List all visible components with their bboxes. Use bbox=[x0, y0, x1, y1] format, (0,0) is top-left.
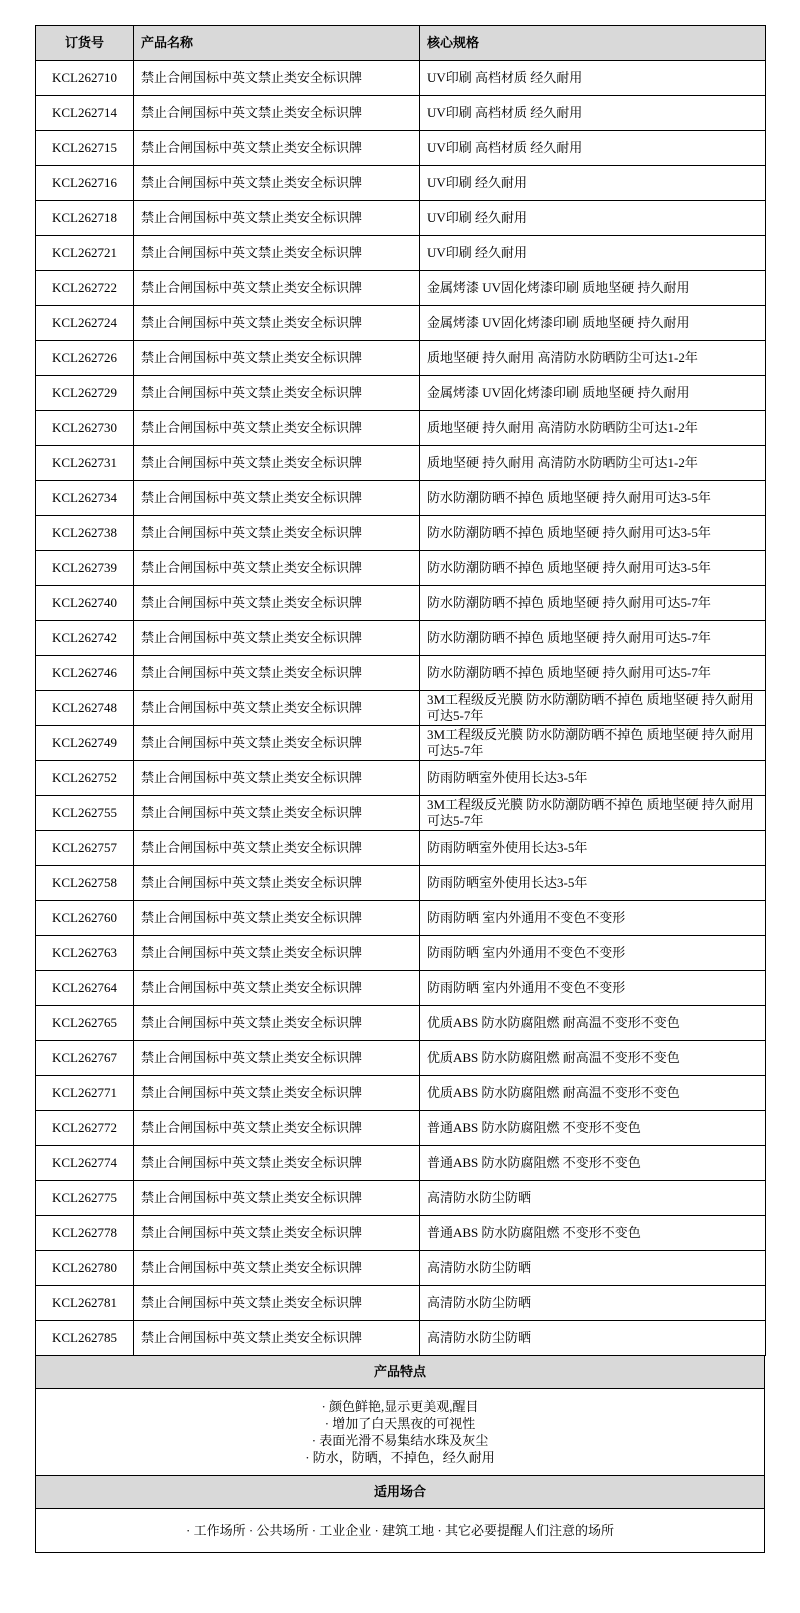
order-no-cell: KCL262738 bbox=[36, 516, 134, 551]
table-row bbox=[36, 446, 766, 481]
order-no-cell: KCL262764 bbox=[36, 971, 134, 1006]
spec-cell: 防水防潮防晒不掉色 质地坚硬 持久耐用可达3-5年 bbox=[420, 551, 766, 586]
spec-cell: 高清防水防尘防晒 bbox=[420, 1251, 766, 1286]
features-list bbox=[35, 1388, 765, 1476]
table-row bbox=[36, 551, 766, 586]
table-row bbox=[36, 1076, 766, 1111]
spec-cell: 质地坚硬 持久耐用 高清防水防晒防尘可达1-2年 bbox=[420, 411, 766, 446]
spec-cell: 金属烤漆 UV固化烤漆印刷 质地坚硬 持久耐用 bbox=[420, 271, 766, 306]
product-name-cell: 禁止合闸国标中英文禁止类安全标识牌 bbox=[134, 971, 420, 1006]
order-no-cell: KCL262758 bbox=[36, 866, 134, 901]
product-name-cell: 禁止合闸国标中英文禁止类安全标识牌 bbox=[134, 831, 420, 866]
spec-cell: 防雨防晒 室内外通用不变色不变形 bbox=[420, 901, 766, 936]
spec-cell: 防雨防晒 室内外通用不变色不变形 bbox=[420, 936, 766, 971]
order-no-cell: KCL262771 bbox=[36, 1076, 134, 1111]
order-no-cell: KCL262739 bbox=[36, 551, 134, 586]
table-row bbox=[36, 831, 766, 866]
product-name-cell: 禁止合闸国标中英文禁止类安全标识牌 bbox=[134, 586, 420, 621]
table-row bbox=[36, 1111, 766, 1146]
spec-cell: 防水防潮防晒不掉色 质地坚硬 持久耐用可达3-5年 bbox=[420, 516, 766, 551]
order-no-cell: KCL262767 bbox=[36, 1041, 134, 1076]
product-name-cell: 禁止合闸国标中英文禁止类安全标识牌 bbox=[134, 1146, 420, 1181]
product-name-cell: 禁止合闸国标中英文禁止类安全标识牌 bbox=[134, 551, 420, 586]
order-no-cell: KCL262722 bbox=[36, 271, 134, 306]
spec-cell: 防水防潮防晒不掉色 质地坚硬 持久耐用可达5-7年 bbox=[420, 656, 766, 691]
spec-cell: UV印刷 高档材质 经久耐用 bbox=[420, 96, 766, 131]
table-row bbox=[36, 411, 766, 446]
table-row bbox=[36, 1146, 766, 1181]
column-header-core-spec: 核心规格 bbox=[420, 26, 766, 61]
spec-cell: 3M工程级反光膜 防水防潮防晒不掉色 质地坚硬 持久耐用可达5-7年 bbox=[420, 691, 766, 726]
order-no-cell: KCL262730 bbox=[36, 411, 134, 446]
spec-cell: 质地坚硬 持久耐用 高清防水防晒防尘可达1-2年 bbox=[420, 446, 766, 481]
order-no-cell: KCL262781 bbox=[36, 1286, 134, 1321]
spec-cell: 防雨防晒室外使用长达3-5年 bbox=[420, 831, 766, 866]
product-name-cell: 禁止合闸国标中英文禁止类安全标识牌 bbox=[134, 726, 420, 761]
order-no-cell: KCL262763 bbox=[36, 936, 134, 971]
table-row bbox=[36, 726, 766, 761]
order-no-cell: KCL262748 bbox=[36, 691, 134, 726]
table-row bbox=[36, 1181, 766, 1216]
order-no-cell: KCL262726 bbox=[36, 341, 134, 376]
product-name-cell: 禁止合闸国标中英文禁止类安全标识牌 bbox=[134, 866, 420, 901]
spec-cell: 优质ABS 防水防腐阻燃 耐高温不变形不变色 bbox=[420, 1006, 766, 1041]
spec-cell: 优质ABS 防水防腐阻燃 耐高温不变形不变色 bbox=[420, 1041, 766, 1076]
product-name-cell: 禁止合闸国标中英文禁止类安全标识牌 bbox=[134, 1006, 420, 1041]
table-row bbox=[36, 936, 766, 971]
product-name-cell: 禁止合闸国标中英文禁止类安全标识牌 bbox=[134, 656, 420, 691]
product-name-cell: 禁止合闸国标中英文禁止类安全标识牌 bbox=[134, 1286, 420, 1321]
spec-cell: 普通ABS 防水防腐阻燃 不变形不变色 bbox=[420, 1146, 766, 1181]
feature-item: · 表面光滑不易集结水珠及灰尘 bbox=[311, 1433, 489, 1448]
order-no-cell: KCL262778 bbox=[36, 1216, 134, 1251]
table-row bbox=[36, 96, 766, 131]
spec-cell: 高清防水防尘防晒 bbox=[420, 1321, 766, 1356]
table-row bbox=[36, 1251, 766, 1286]
occasions-text: · 工作场所 · 公共场所 · 工业企业 · 建筑工地 · 其它必要提醒人们注意的场所 bbox=[35, 1508, 765, 1553]
product-name-cell: 禁止合闸国标中英文禁止类安全标识牌 bbox=[134, 201, 420, 236]
product-name-cell: 禁止合闸国标中英文禁止类安全标识牌 bbox=[134, 446, 420, 481]
spec-cell: 优质ABS 防水防腐阻燃 耐高温不变形不变色 bbox=[420, 1076, 766, 1111]
product-name-cell: 禁止合闸国标中英文禁止类安全标识牌 bbox=[134, 1111, 420, 1146]
table-row bbox=[36, 341, 766, 376]
product-name-cell: 禁止合闸国标中英文禁止类安全标识牌 bbox=[134, 1251, 420, 1286]
order-no-cell: KCL262715 bbox=[36, 131, 134, 166]
order-no-cell: KCL262755 bbox=[36, 796, 134, 831]
order-no-cell: KCL262714 bbox=[36, 96, 134, 131]
product-name-cell: 禁止合闸国标中英文禁止类安全标识牌 bbox=[134, 376, 420, 411]
column-header-order-no: 订货号 bbox=[36, 26, 134, 61]
spec-cell: 防雨防晒室外使用长达3-5年 bbox=[420, 866, 766, 901]
order-no-cell: KCL262734 bbox=[36, 481, 134, 516]
product-name-cell: 禁止合闸国标中英文禁止类安全标识牌 bbox=[134, 481, 420, 516]
table-row bbox=[36, 691, 766, 726]
order-no-cell: KCL262775 bbox=[36, 1181, 134, 1216]
feature-item: · 增加了白天黑夜的可视性 bbox=[324, 1416, 476, 1431]
table-row bbox=[36, 61, 766, 96]
spec-cell: 质地坚硬 持久耐用 高清防水防晒防尘可达1-2年 bbox=[420, 341, 766, 376]
spec-cell: 普通ABS 防水防腐阻燃 不变形不变色 bbox=[420, 1111, 766, 1146]
feature-item: · 颜色鲜艳,显示更美观,醒目 bbox=[321, 1399, 479, 1414]
spec-cell: UV印刷 经久耐用 bbox=[420, 166, 766, 201]
features-section-header bbox=[35, 1355, 765, 1389]
product-name-cell: 禁止合闸国标中英文禁止类安全标识牌 bbox=[134, 621, 420, 656]
product-name-cell: 禁止合闸国标中英文禁止类安全标识牌 bbox=[134, 796, 420, 831]
table-row bbox=[36, 1006, 766, 1041]
spec-cell: UV印刷 经久耐用 bbox=[420, 201, 766, 236]
product-name-cell: 禁止合闸国标中英文禁止类安全标识牌 bbox=[134, 901, 420, 936]
order-no-cell: KCL262716 bbox=[36, 166, 134, 201]
spec-cell: UV印刷 经久耐用 bbox=[420, 236, 766, 271]
table-header-row bbox=[36, 26, 766, 61]
product-spec-table bbox=[35, 25, 766, 1356]
table-row bbox=[36, 901, 766, 936]
table-row bbox=[36, 516, 766, 551]
table-row bbox=[36, 166, 766, 201]
features-section-title: 产品特点 bbox=[373, 1364, 426, 1379]
order-no-cell: KCL262721 bbox=[36, 236, 134, 271]
product-name-cell: 禁止合闸国标中英文禁止类安全标识牌 bbox=[134, 691, 420, 726]
spec-cell: 普通ABS 防水防腐阻燃 不变形不变色 bbox=[420, 1216, 766, 1251]
order-no-cell: KCL262780 bbox=[36, 1251, 134, 1286]
order-no-cell: KCL262729 bbox=[36, 376, 134, 411]
product-name-cell: 禁止合闸国标中英文禁止类安全标识牌 bbox=[134, 1321, 420, 1356]
order-no-cell: KCL262724 bbox=[36, 306, 134, 341]
spec-cell: 防水防潮防晒不掉色 质地坚硬 持久耐用可达3-5年 bbox=[420, 481, 766, 516]
order-no-cell: KCL262718 bbox=[36, 201, 134, 236]
order-no-cell: KCL262731 bbox=[36, 446, 134, 481]
table-row bbox=[36, 971, 766, 1006]
order-no-cell: KCL262760 bbox=[36, 901, 134, 936]
spec-cell: 3M工程级反光膜 防水防潮防晒不掉色 质地坚硬 持久耐用可达5-7年 bbox=[420, 726, 766, 761]
spec-cell: 防水防潮防晒不掉色 质地坚硬 持久耐用可达5-7年 bbox=[420, 586, 766, 621]
product-name-cell: 禁止合闸国标中英文禁止类安全标识牌 bbox=[134, 1076, 420, 1111]
table-row bbox=[36, 586, 766, 621]
product-name-cell: 禁止合闸国标中英文禁止类安全标识牌 bbox=[134, 306, 420, 341]
table-row bbox=[36, 376, 766, 411]
order-no-cell: KCL262710 bbox=[36, 61, 134, 96]
spec-cell: 防雨防晒 室内外通用不变色不变形 bbox=[420, 971, 766, 1006]
spec-cell: 金属烤漆 UV固化烤漆印刷 质地坚硬 持久耐用 bbox=[420, 376, 766, 411]
spec-cell: 防水防潮防晒不掉色 质地坚硬 持久耐用可达5-7年 bbox=[420, 621, 766, 656]
table-row bbox=[36, 1321, 766, 1356]
table-row bbox=[36, 656, 766, 691]
table-row bbox=[36, 131, 766, 166]
table-row bbox=[36, 761, 766, 796]
table-row bbox=[36, 201, 766, 236]
product-name-cell: 禁止合闸国标中英文禁止类安全标识牌 bbox=[134, 166, 420, 201]
order-no-cell: KCL262772 bbox=[36, 1111, 134, 1146]
table-row bbox=[36, 271, 766, 306]
spec-cell: UV印刷 高档材质 经久耐用 bbox=[420, 61, 766, 96]
table-row bbox=[36, 481, 766, 516]
spec-cell: 高清防水防尘防晒 bbox=[420, 1181, 766, 1216]
product-name-cell: 禁止合闸国标中英文禁止类安全标识牌 bbox=[134, 236, 420, 271]
spec-cell: 金属烤漆 UV固化烤漆印刷 质地坚硬 持久耐用 bbox=[420, 306, 766, 341]
product-name-cell: 禁止合闸国标中英文禁止类安全标识牌 bbox=[134, 271, 420, 306]
table-row bbox=[36, 1216, 766, 1251]
order-no-cell: KCL262774 bbox=[36, 1146, 134, 1181]
product-name-cell: 禁止合闸国标中英文禁止类安全标识牌 bbox=[134, 1181, 420, 1216]
feature-item: · 防水，防晒，不掉色，经久耐用 bbox=[305, 1450, 495, 1465]
table-row bbox=[36, 1286, 766, 1321]
product-name-cell: 禁止合闸国标中英文禁止类安全标识牌 bbox=[134, 1216, 420, 1251]
table-row bbox=[36, 866, 766, 901]
order-no-cell: KCL262785 bbox=[36, 1321, 134, 1356]
product-name-cell: 禁止合闸国标中英文禁止类安全标识牌 bbox=[134, 1041, 420, 1076]
table-body bbox=[36, 61, 766, 1356]
product-name-cell: 禁止合闸国标中英文禁止类安全标识牌 bbox=[134, 936, 420, 971]
product-name-cell: 禁止合闸国标中英文禁止类安全标识牌 bbox=[134, 61, 420, 96]
occasions-section-title: 适用场合 bbox=[373, 1484, 426, 1499]
order-no-cell: KCL262746 bbox=[36, 656, 134, 691]
order-no-cell: KCL262742 bbox=[36, 621, 134, 656]
table-row bbox=[36, 621, 766, 656]
table-row bbox=[36, 236, 766, 271]
product-name-cell: 禁止合闸国标中英文禁止类安全标识牌 bbox=[134, 96, 420, 131]
spec-cell: 3M工程级反光膜 防水防潮防晒不掉色 质地坚硬 持久耐用可达5-7年 bbox=[420, 796, 766, 831]
spec-cell: 高清防水防尘防晒 bbox=[420, 1286, 766, 1321]
table-row bbox=[36, 796, 766, 831]
order-no-cell: KCL262765 bbox=[36, 1006, 134, 1041]
product-name-cell: 禁止合闸国标中英文禁止类安全标识牌 bbox=[134, 131, 420, 166]
occasions-section-header bbox=[35, 1475, 765, 1509]
table-row bbox=[36, 306, 766, 341]
order-no-cell: KCL262749 bbox=[36, 726, 134, 761]
order-no-cell: KCL262740 bbox=[36, 586, 134, 621]
product-name-cell: 禁止合闸国标中英文禁止类安全标识牌 bbox=[134, 341, 420, 376]
spec-cell: UV印刷 高档材质 经久耐用 bbox=[420, 131, 766, 166]
spec-cell: 防雨防晒室外使用长达3-5年 bbox=[420, 761, 766, 796]
order-no-cell: KCL262757 bbox=[36, 831, 134, 866]
product-name-cell: 禁止合闸国标中英文禁止类安全标识牌 bbox=[134, 516, 420, 551]
product-name-cell: 禁止合闸国标中英文禁止类安全标识牌 bbox=[134, 411, 420, 446]
product-name-cell: 禁止合闸国标中英文禁止类安全标识牌 bbox=[134, 761, 420, 796]
order-no-cell: KCL262752 bbox=[36, 761, 134, 796]
table-row bbox=[36, 1041, 766, 1076]
column-header-product-name: 产品名称 bbox=[134, 26, 420, 61]
